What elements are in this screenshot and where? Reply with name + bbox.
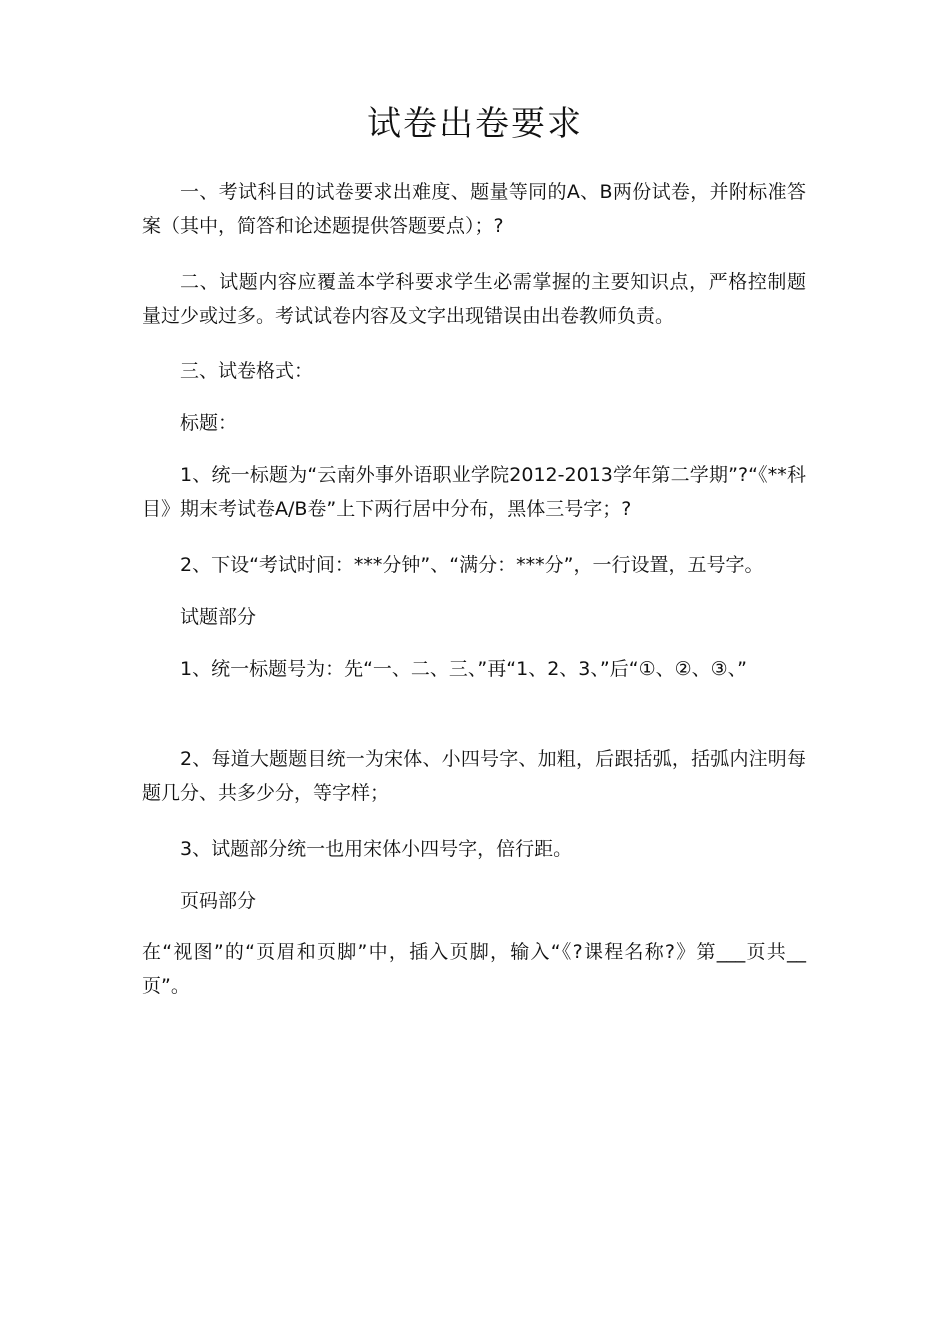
paragraph-questions-rule-2: 2、每道大题题目统一为宋体、小四号字、加粗，后跟括弧，括弧内注明每题几分、共多少分，等字样； [142, 748, 806, 804]
document-title: 试卷出卷要求 [367, 104, 583, 144]
paragraph-title-rule-1: 1、统一标题为“云南外事外语职业学院2012-2013学年第二学期”?“《**科目》期末考试卷A/B卷”上下两行居中分布，黑体三号字；? [142, 464, 806, 520]
paragraph-page-number-rule: 在“视图”的“页眉和页脚”中，插入页脚，输入“《?课程名称?》第___页共__页”。 [142, 941, 806, 997]
paragraph-3-format-heading: 三、试卷格式： [180, 360, 314, 382]
paragraph-questions-rule-1: 1、统一标题号为：先“一、二、三、”再“1、2、3、”后“①、②、③、” [180, 658, 748, 680]
paragraph-1-exam-versions: 一、考试科目的试卷要求出难度、题量等同的A、B两份试卷，并附标准答案（其中，简答和论述题提供答题要点）；? [142, 181, 806, 237]
paragraph-title-heading: 标题： [180, 412, 238, 434]
paragraph-page-number-heading: 页码部分 [180, 890, 257, 912]
paragraph-2-content-coverage: 二、试题内容应覆盖本学科要求学生必需掌握的主要知识点，严格控制题量过少或过多。考试试卷内容及文字出现错误由出卷教师负责。 [142, 271, 806, 327]
paragraph-questions-rule-3: 3、试题部分统一也用宋体小四号字，倍行距。 [180, 838, 573, 860]
paragraph-title-rule-2: 2、下设“考试时间：***分钟”、“满分：***分”，一行设置，五号字。 [180, 554, 764, 576]
paragraph-questions-heading: 试题部分 [180, 606, 257, 628]
